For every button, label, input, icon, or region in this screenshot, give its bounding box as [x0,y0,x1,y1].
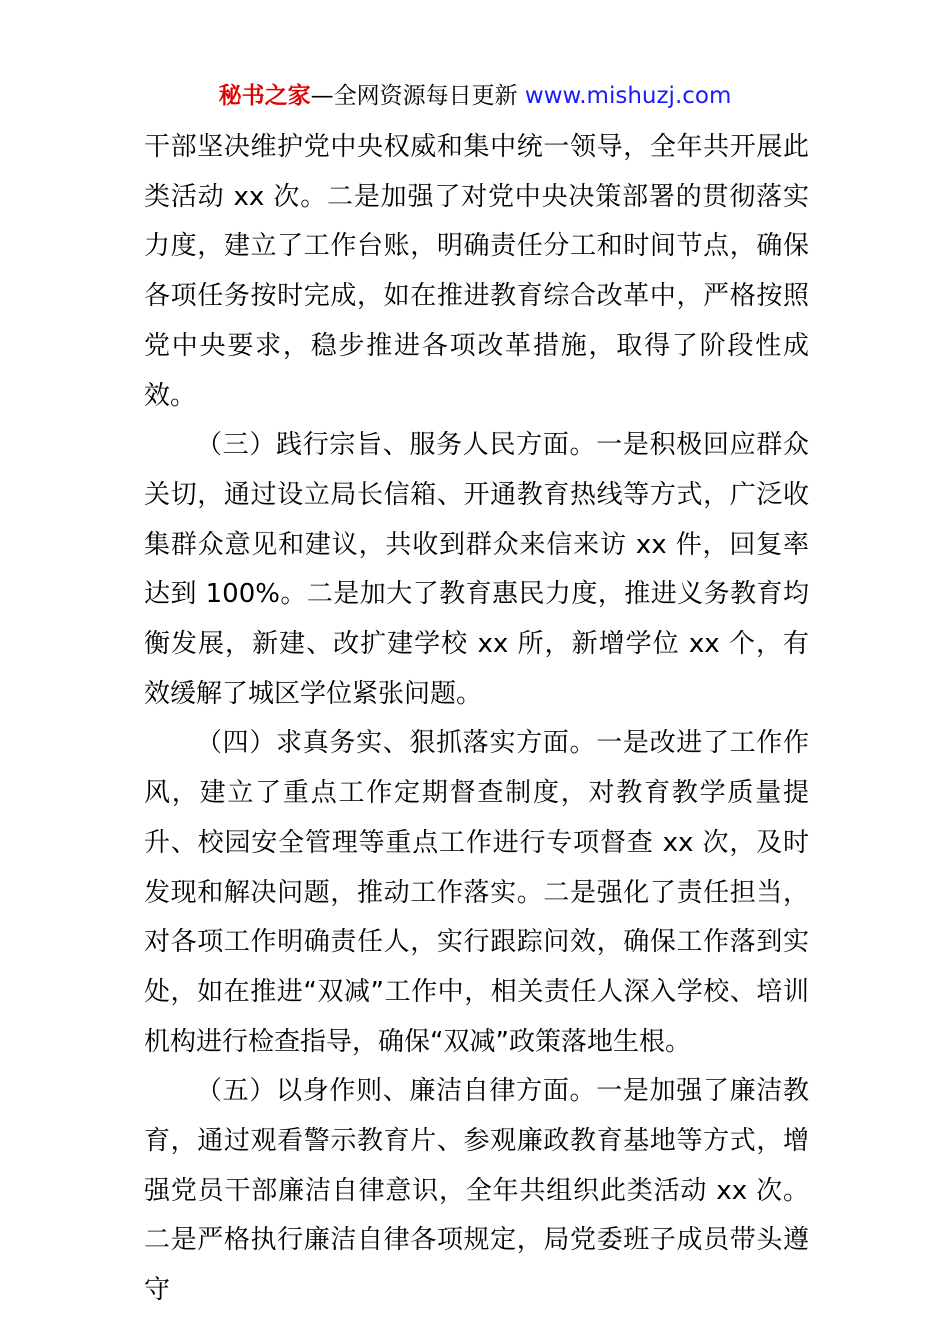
paragraph-section-3: （三）践行宗旨、服务人民方面。一是积极回应群众关切，通过设立局长信箱、开通教育热线等方式，广泛收集群众意见和建议，共收到群众来信来访 xx 件，回复率达到 100%。二是加大了教育惠民力度，推进义务教育均衡发展，新建、改扩建学校 xx 所，新增学位 xx 个，有效缓解了城区学位紧张问题。 [144,430,809,709]
paragraph-section-4: （四）求真务实、狠抓落实方面。一是改进了工作作风，建立了重点工作定期督查制度，对教育教学质量提升、校园安全管理等重点工作进行专项督查 xx 次，及时发现和解决问题，推动工作落实。二是强化了责任担当，对各项工作明确责任人，实行跟踪问效，确保工作落到实处，如在推进“双减”工作中，相关责任人深入学校、培训机构进行检查指导，确保“双减”政策落地生根。 [144,728,809,1057]
site-url-link[interactable]: www.mishuzj.com [524,83,732,109]
site-header [0,80,950,112]
paragraph-section-5: （五）以身作则、廉洁自律方面。一是加强了廉洁教育，通过观看警示教育片、参观廉政教育基地等方式，增强党员干部廉洁自律意识，全年共组织此类活动 xx 次。二是严格执行廉洁自律各项规定，局党委班子成员带头遵守 [144,1076,809,1306]
document-body [144,123,809,1316]
paragraph-continuation: 干部坚决维护党中央权威和集中统一领导，全年共开展此类活动 xx 次。二是加强了对党中央决策部署的贯彻落实力度，建立了工作台账，明确责任分工和时间节点，确保各项任务按时完成，如在推进教育综合改革中，严格按照党中央要求，稳步推进各项改革措施，取得了阶段性成效。 [144,132,809,411]
site-brand: 秘书之家 [218,83,311,109]
site-tagline: —全网资源每日更新 [310,83,518,109]
